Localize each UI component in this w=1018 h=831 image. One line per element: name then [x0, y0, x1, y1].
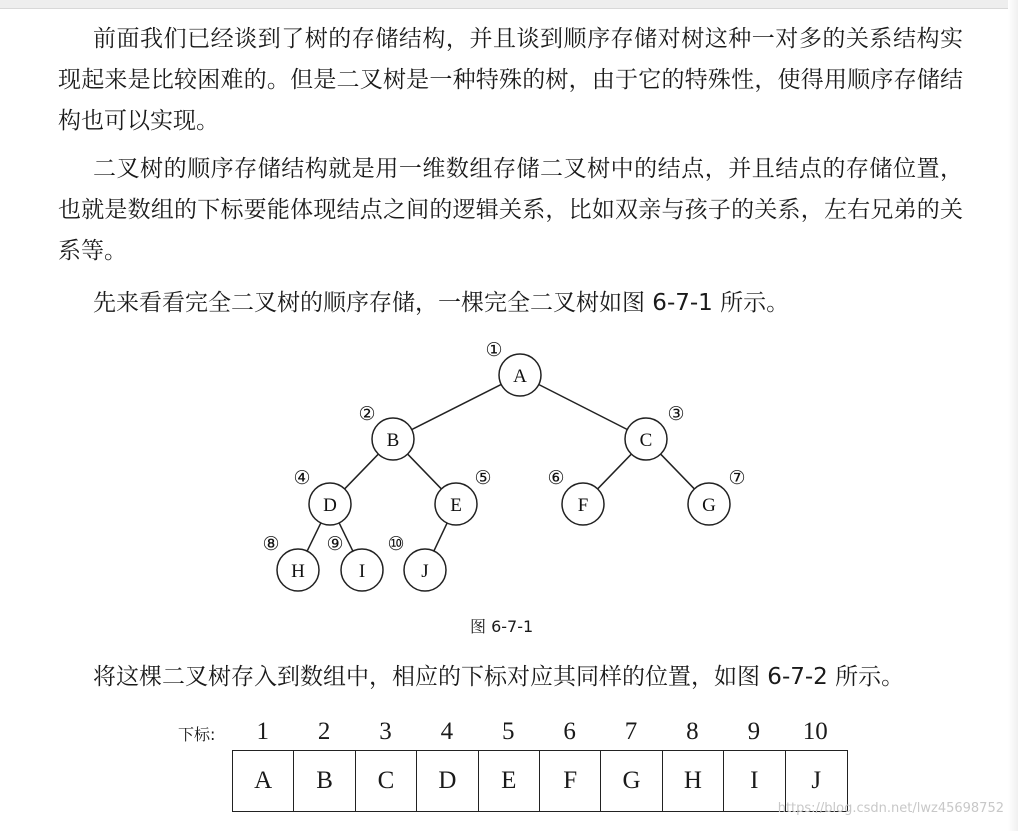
- tree-node-number: ⑥: [547, 468, 565, 489]
- figure-caption: 图 6-7-1: [470, 617, 534, 636]
- array-index: 1: [256, 718, 269, 745]
- tree-node-label: A: [513, 366, 527, 387]
- paragraph-4: 将这棵二叉树存入到数组中，相应的下标对应其同样的位置，如图 6-7-2 所示。: [93, 664, 905, 690]
- tree-edge: [412, 384, 501, 429]
- array-index-row: [232, 718, 846, 746]
- tree-node: [293, 468, 351, 525]
- tree-edge: [434, 523, 447, 551]
- array-cell: H: [663, 751, 724, 811]
- array-cell: D: [417, 751, 478, 811]
- tree-node: [625, 404, 685, 460]
- paragraph-1: 前面我们已经谈到了树的存储结构，并且谈到顺序存储对树这种一对多的关系结构实现起来是比较困难的。但是二叉树是一种特殊的树，由于它的特殊性，使得用顺序存储结构也可以实现。: [58, 26, 963, 134]
- tree-node-number: ⑩: [387, 534, 405, 555]
- array-index-label: 下标:: [178, 725, 216, 744]
- array-cell: J: [811, 767, 822, 794]
- array-index: 3: [379, 718, 392, 745]
- tree-node-label: F: [577, 495, 589, 516]
- array-cell: E: [479, 751, 540, 811]
- tree-node-number: ③: [667, 404, 685, 425]
- tree-node-label: B: [386, 430, 400, 451]
- tree-node: [688, 468, 746, 525]
- array-index: 7: [624, 718, 638, 745]
- array-index: 2: [317, 718, 331, 745]
- tree-node: [326, 534, 383, 591]
- tree-node-number: ⑨: [326, 534, 344, 555]
- array-index: 9: [747, 718, 761, 745]
- paragraph-3: 先来看看完全二叉树的顺序存储，一棵完全二叉树如图 6-7-1 所示。: [93, 290, 790, 316]
- array-index: 5: [502, 718, 515, 745]
- tree-node-label: E: [450, 495, 462, 516]
- tree-node: [358, 404, 414, 460]
- tree-edge: [345, 454, 379, 489]
- tree-node-number: ⑤: [474, 468, 492, 489]
- array-index: 8: [686, 718, 699, 745]
- array-cell: C: [356, 751, 417, 811]
- array-cell: G: [601, 751, 662, 811]
- tree-node-number: ①: [485, 340, 503, 361]
- binary-tree-figure: [0, 330, 1018, 630]
- top-bar: [0, 0, 1018, 9]
- array-cell: B: [294, 751, 355, 811]
- tree-node-label: C: [639, 430, 653, 451]
- tree-edge: [661, 454, 695, 489]
- tree-node-number: ⑧: [262, 534, 280, 555]
- tree-edge: [598, 454, 632, 489]
- array-index: 6: [563, 718, 576, 745]
- tree-node-label: I: [358, 561, 366, 582]
- tree-node-number: ④: [293, 468, 311, 489]
- array-index: 4: [440, 718, 454, 745]
- tree-edge: [307, 523, 321, 551]
- tree-node-label: G: [702, 495, 716, 516]
- tree-node: [435, 468, 492, 525]
- tree-node-label: J: [421, 561, 429, 582]
- array-index: 10: [802, 718, 828, 745]
- tree-node-label: D: [323, 495, 337, 516]
- watermark: https://blog.csdn.net/lwz45698752: [777, 801, 1004, 816]
- array-cell: I: [724, 751, 785, 811]
- tree-node-number: ②: [358, 404, 376, 425]
- array-cell: A: [233, 751, 294, 811]
- tree-node-label: H: [291, 561, 305, 582]
- array-cells: [232, 750, 848, 812]
- tree-node: [547, 468, 604, 525]
- tree-edge: [408, 454, 442, 489]
- tree-edge: [539, 385, 628, 430]
- array-cell: F: [540, 751, 601, 811]
- tree-node-number: ⑦: [728, 468, 746, 489]
- paragraph-2: 二叉树的顺序存储结构就是用一维数组存储二叉树中的结点，并且结点的存储位置，也就是数组的下标要能体现结点之间的逻辑关系，比如双亲与孩子的关系，左右兄弟的关系等。: [58, 156, 963, 264]
